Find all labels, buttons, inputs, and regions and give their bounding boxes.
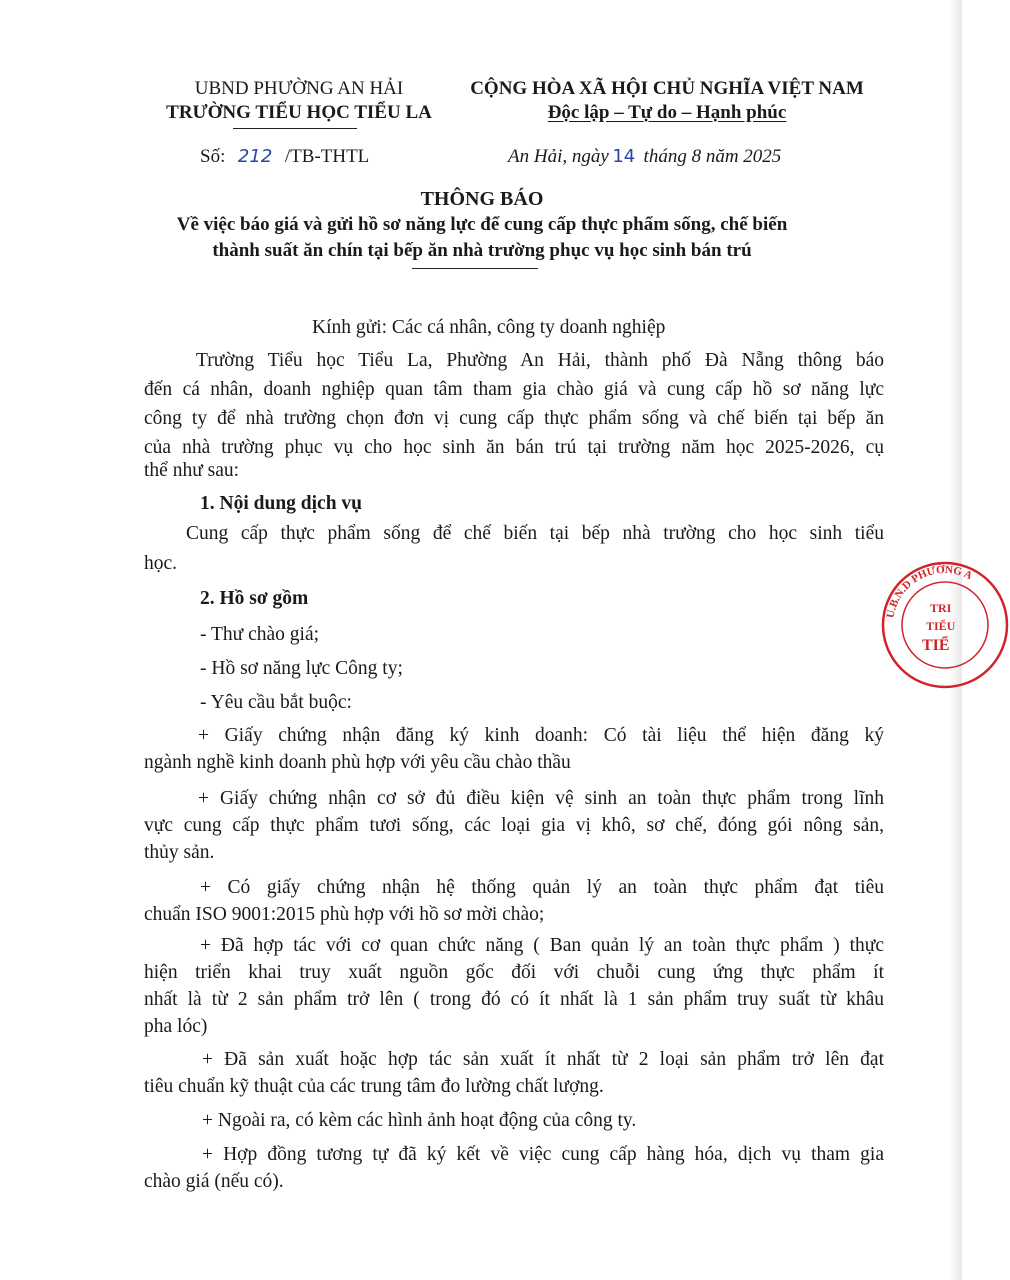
requirement-line: nhất là từ 2 sản phẩm trở lên ( trong đó có ít nhất là 1 sản phẩm truy suất từ khâu bbox=[144, 989, 884, 1010]
requirement-line: tiêu chuẩn kỹ thuật của các trung tâm đo lường chất lượng. bbox=[144, 1076, 604, 1097]
requirement-line: chuẩn ISO 9001:2015 phù hợp với hồ sơ mời chào; bbox=[144, 904, 545, 925]
section-heading: 2. Hồ sơ gồm bbox=[200, 588, 309, 609]
requirement-line: hiện triển khai truy xuất nguồn gốc đối với chuỗi cung ứng thực phẩm ít bbox=[144, 962, 884, 983]
requirement-line: + Giấy chứng nhận đăng ký kinh doanh: Có tài liệu thể hiện đăng ký bbox=[198, 725, 884, 746]
requirement-line: + Hợp đồng tương tự đã ký kết về việc cung cấp hàng hóa, dịch vụ tham gia bbox=[202, 1144, 884, 1165]
intro-line: thể như sau: bbox=[144, 460, 240, 481]
notice-subject-line1: Về việc báo giá và gửi hồ sơ năng lực để cung cấp thực phẩm sống, chế biến bbox=[176, 214, 788, 235]
date-prefix: An Hải, ngày bbox=[508, 146, 609, 167]
header-school: TRƯỜNG TIỂU HỌC TIỂU LA bbox=[166, 102, 432, 123]
section-heading: 1. Nội dung dịch vụ bbox=[200, 493, 363, 514]
notice-title: THÔNG BÁO bbox=[420, 188, 544, 210]
header-motto: Độc lập – Tự do – Hạnh phúc bbox=[547, 102, 787, 123]
requirement-line: pha lóc) bbox=[144, 1016, 208, 1037]
number-handwritten: 212 bbox=[237, 146, 273, 167]
section1-line: Cung cấp thực phẩm sống để chế biến tại bếp nhà trường cho học sinh tiểu bbox=[186, 523, 884, 544]
requirement-line: thủy sản. bbox=[144, 842, 215, 863]
official-stamp bbox=[880, 560, 1010, 690]
list-item: - Yêu cầu bắt buộc: bbox=[200, 692, 352, 713]
intro-line: đến cá nhân, doanh nghiệp quan tâm tham gia chào giá và cung cấp hồ sơ năng lực bbox=[144, 379, 884, 400]
header-nation: CỘNG HÒA XÃ HỘI CHỦ NGHĨA VIỆT NAM bbox=[470, 78, 864, 99]
number-suffix: /TB-THTL bbox=[284, 146, 370, 167]
intro-line: của nhà trường phục vụ cho học sinh ăn bán trú tại trường năm học 2025-2026, cụ bbox=[144, 437, 884, 458]
section1-line: học. bbox=[144, 553, 178, 574]
requirement-line: + Đã sản xuất hoặc hợp tác sản xuất ít nhất từ 2 loại sản phẩm trở lên đạt bbox=[202, 1049, 884, 1070]
number-prefix: Số: bbox=[200, 146, 226, 167]
intro-line: Trường Tiểu học Tiểu La, Phường An Hải, thành phố Đà Nẵng thông báo bbox=[196, 350, 884, 371]
list-item: - Hồ sơ năng lực Công ty; bbox=[200, 658, 403, 679]
date-day-handwritten: 14 bbox=[612, 146, 636, 167]
stamp-inner-text: TIỂ bbox=[922, 637, 950, 654]
date-suffix: tháng 8 năm 2025 bbox=[643, 146, 782, 167]
header-authority: UBND PHƯỜNG AN HẢI bbox=[194, 78, 404, 99]
requirement-line: + Ngoài ra, có kèm các hình ảnh hoạt động của công ty. bbox=[202, 1110, 637, 1131]
requirement-line: + Đã hợp tác với cơ quan chức năng ( Ban quản lý an toàn thực phẩm ) thực bbox=[200, 935, 884, 956]
stamp-inner-text: TIỂU bbox=[926, 619, 956, 633]
notice-subject-line2: thành suất ăn chín tại bếp ăn nhà trường phục vụ học sinh bán trú bbox=[212, 240, 752, 261]
stamp-inner-text: TRI bbox=[930, 601, 952, 615]
requirement-line: ngành nghề kinh doanh phù hợp với yêu cầu chào thầu bbox=[144, 752, 571, 773]
requirement-line: + Giấy chứng nhận cơ sở đủ điều kiện vệ sinh an toàn thực phẩm trong lĩnh bbox=[198, 788, 884, 809]
intro-line: công ty để nhà trường chọn đơn vị cung cấp thực phẩm sống và chế biến tại bếp ăn bbox=[144, 408, 884, 429]
requirement-line: vực cung cấp thực phẩm tươi sống, các loại gia vị khô, sơ chế, đóng gói nông sản, bbox=[144, 815, 884, 836]
list-item: - Thư chào giá; bbox=[200, 624, 320, 645]
stamp-arc-text: U.B.N.D PHƯỜNG A bbox=[884, 563, 975, 620]
requirement-line: chào giá (nếu có). bbox=[144, 1171, 284, 1192]
requirement-line: + Có giấy chứng nhận hệ thống quản lý an toàn thực phẩm đạt tiêu bbox=[200, 877, 884, 898]
recipient-line: Kính gửi: Các cá nhân, công ty doanh nghiệp bbox=[312, 317, 666, 338]
document-date bbox=[508, 146, 781, 168]
document-number bbox=[200, 146, 369, 168]
title-underline bbox=[412, 268, 538, 269]
header-left-underline bbox=[233, 128, 357, 129]
